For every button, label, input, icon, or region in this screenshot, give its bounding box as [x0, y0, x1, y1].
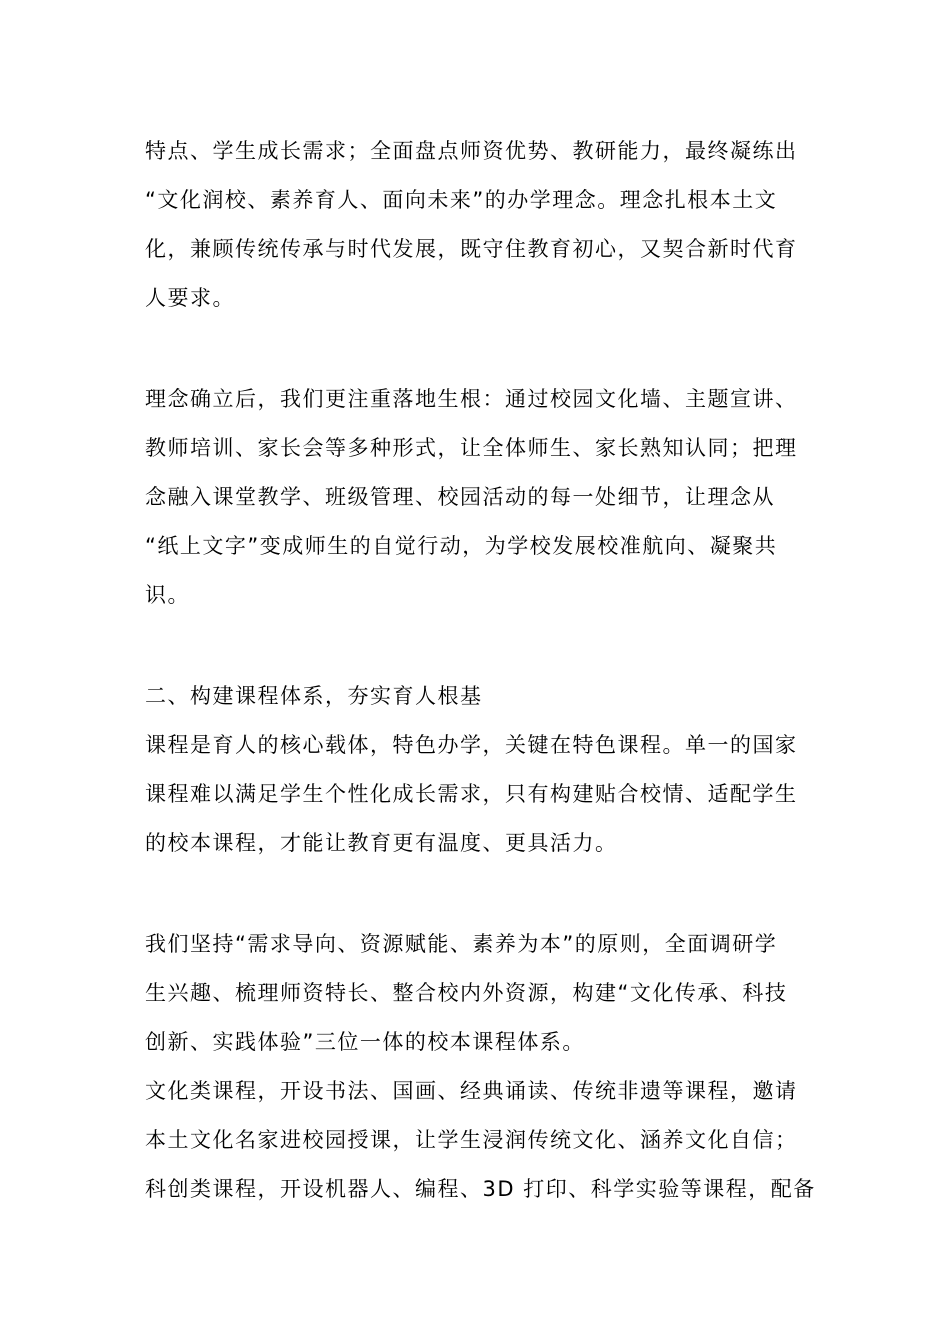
text-line: 我们坚持“需求导向、资源赋能、素养为本”的原则，全面调研学 — [145, 932, 778, 956]
paragraph-spacer — [145, 868, 815, 920]
paragraph-spacer — [145, 323, 815, 375]
text-line: 本土文化名家进校园授课，让学生浸润传统文化、涵养文化自信； — [145, 1128, 798, 1152]
text-line: 特点、学生成长需求；全面盘点师资优势、教研能力，最终凝练出 — [145, 139, 798, 163]
paragraph-spacer — [145, 620, 815, 672]
paragraph-4 — [145, 920, 815, 1214]
text-line: 文化类课程，开设书法、国画、经典诵读、传统非遗等课程，邀请 — [145, 1079, 798, 1103]
paragraph-1 — [145, 127, 815, 323]
text-line: 识。 — [145, 583, 190, 607]
section-heading-and-paragraph — [145, 672, 815, 868]
text-line: 创新、实践体验”三位一体的校本课程体系。 — [145, 1030, 585, 1054]
text-line: “文化润校、素养育人、面向未来”的办学理念。理念扎根本土文 — [145, 188, 778, 212]
text-line: “纸上文字”变成师生的自觉行动，为学校发展校准航向、凝聚共 — [145, 534, 778, 558]
section-heading: 二、构建课程体系，夯实育人根基 — [145, 684, 483, 708]
text-line: 的校本课程，才能让教育更有温度、更具活力。 — [145, 831, 618, 855]
text-line: 教师培训、家长会等多种形式，让全体师生、家长熟知认同；把理 — [145, 436, 798, 460]
text-line: 生兴趣、梳理师资特长、整合校内外资源，构建“文化传承、科技 — [145, 981, 788, 1005]
paragraph-2 — [145, 375, 815, 620]
text-line: 科创类课程，开设机器人、编程、3D 打印、科学实验等课程，配备 — [145, 1177, 816, 1201]
text-line: 课程是育人的核心载体，特色办学，关键在特色课程。单一的国家 — [145, 733, 798, 757]
document-page — [145, 127, 815, 1214]
text-line: 理念确立后，我们更注重落地生根：通过校园文化墙、主题宣讲、 — [145, 387, 798, 411]
text-line: 人要求。 — [145, 286, 235, 310]
text-line: 课程难以满足学生个性化成长需求，只有构建贴合校情、适配学生 — [145, 782, 798, 806]
text-line: 化，兼顾传统传承与时代发展，既守住教育初心，又契合新时代育 — [145, 237, 798, 261]
text-line: 念融入课堂教学、班级管理、校园活动的每一处细节，让理念从 — [145, 485, 775, 509]
